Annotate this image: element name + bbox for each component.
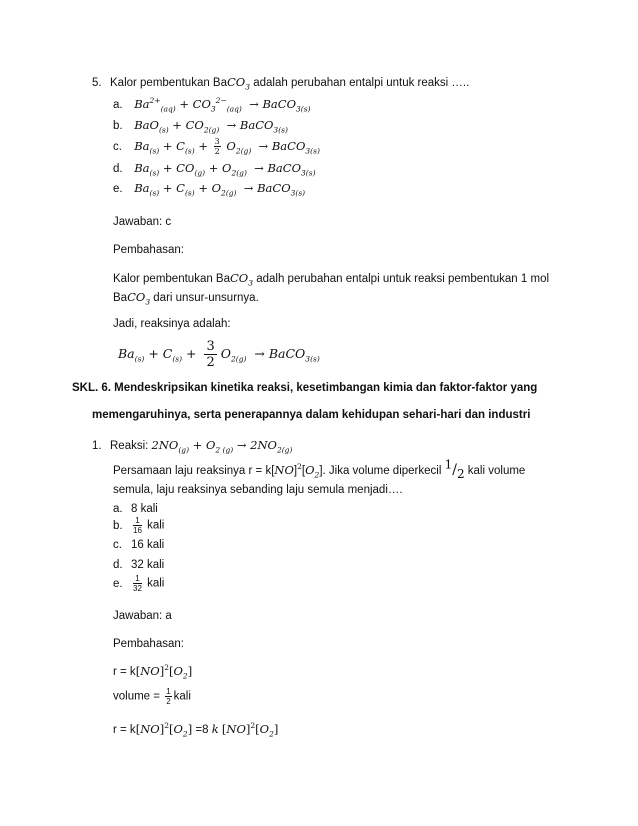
q1-work-line2 — [113, 687, 191, 706]
option-fraction: $\frac{1}{32}$ — [133, 574, 142, 593]
q5-stem-post: adalah perubahan entalpi untuk reaksi ….. — [250, 77, 470, 89]
work-text: kali — [173, 690, 191, 703]
option-equation: $Ba_{(s)} + C_{(s)} + O_{2(g)}$ → BaCO$_{3(s)}$ — [134, 181, 306, 198]
option-equation: $BaO_{(s)} + CO_{2(g)}$ → BaCO$_{3(s)}$ — [134, 118, 288, 135]
skl-heading-line1: SKL. 6. Mendeskripsikan kinetika reaksi, kesetimbangan kimia dan faktor-faktor yang — [72, 382, 538, 394]
explain-text: dari unsur-unsurnya. — [150, 292, 259, 304]
rate-text: Persamaan laju reaksinya r = k[ — [113, 465, 275, 477]
option-label: e. — [113, 183, 123, 195]
option-text: kali — [147, 577, 165, 590]
q5-option-c — [113, 137, 320, 156]
option-equation: $Ba^{2+}_{(aq)} + CO_3^{2-}_{(aq)}$ → BaCO$_{3(s)}$ — [134, 96, 311, 114]
q1-rate-line2: semula, laju reaksinya sebanding laju semula menjadi…. — [113, 484, 403, 496]
work-text: volume = — [113, 690, 164, 703]
option-label: d. — [113, 559, 123, 571]
explain-text: adalh perubahan entalpi untuk reaksi pembentukan 1 mol — [253, 273, 550, 285]
q5-explain-line1 — [113, 271, 550, 288]
work-text: =8 — [192, 724, 212, 736]
option-label: d. — [113, 163, 123, 175]
q5-stem-formula: CO — [227, 75, 246, 89]
q1-option-b — [113, 516, 164, 535]
work-text: r = k — [113, 666, 136, 678]
skl-heading-line2: memengaruhinya, serta penerapannya dalam kehidupan sehari-hari dan industri — [92, 409, 531, 421]
option-fraction: $\frac{1}{16}$ — [133, 516, 142, 535]
q1-rate-line1: Persamaan laju reaksinya $r = k[NO]^2[O_2]$. Jika volume diperkecil $^1/_2$ kali volume — [113, 457, 526, 481]
q1-option-d — [113, 559, 164, 571]
explain-text: Kalor pembentukan Ba — [113, 273, 230, 285]
formula: NO — [274, 463, 294, 477]
half-fraction: $\frac{1}{2}$ — [166, 687, 171, 706]
q1-option-c — [113, 539, 164, 551]
q5-final-equation: $Ba_{(s)} + C_{(s)}$ + $\frac{3}{2} O_{2(g)}$ → BaCO$_{3(s)}$ — [118, 339, 320, 370]
reaction-equation: $2NO_{(g)} + O_{2 (g)} \to 2NO_{2(g)}$ — [151, 438, 293, 455]
option-label: e. — [113, 577, 123, 590]
option-equation: $Ba_{(s)} + CO_{(g)} + O_{2(g)}$ → BaCO$_{3(s)}$ — [134, 161, 316, 178]
formula: $O_2$ — [305, 463, 320, 480]
option-label: b. — [113, 120, 123, 132]
q5-number: 5. — [92, 77, 102, 89]
q1-reaction — [92, 438, 293, 455]
rate-text: ]. Jika volume diperkecil — [319, 465, 445, 477]
option-label: c. — [113, 140, 122, 153]
option-label: a. — [113, 503, 123, 515]
q5-option-b — [113, 118, 288, 135]
half-fraction: $^1/_2$ — [444, 457, 465, 481]
q5-so-text: Jadi, reaksinya adalah: — [113, 318, 231, 330]
q5-explain-line2 — [113, 290, 259, 307]
option-equation: $Ba_{(s)} + C_{(s)}$ + $\frac{3}{2}$ $O_{2(g)}$ → BaCO$_{3(s)}$ — [134, 137, 320, 156]
reaction-label: Reaksi: — [110, 440, 152, 452]
work-text: r = k — [113, 724, 136, 736]
formula: $CO_3$ — [230, 271, 254, 288]
q5-stem-sub: 3 — [245, 82, 251, 92]
q5-stem — [92, 75, 470, 92]
option-label: c. — [113, 539, 122, 551]
explain-text: Ba — [113, 292, 128, 304]
rate-text: kali volume — [464, 465, 526, 477]
option-label: a. — [113, 99, 123, 111]
q5-option-a — [113, 96, 311, 114]
q1-discussion-label: Pembahasan: — [113, 638, 184, 650]
option-text: kali — [147, 519, 165, 532]
q1-answer: Jawaban: a — [113, 610, 172, 622]
q1-option-a — [113, 503, 158, 515]
q5-stem-pre: Kalor pembentukan Ba — [110, 77, 227, 89]
q5-answer: Jawaban: c — [113, 216, 172, 228]
q5-option-d — [113, 161, 316, 178]
q1-option-e — [113, 574, 164, 593]
q1-number: 1. — [92, 440, 102, 452]
option-text: 32 kali — [131, 559, 165, 571]
option-text: 16 kali — [131, 539, 165, 551]
q1-work-line3: $r = k[NO]^2[O_2] =8$ k $[NO]^2[O_2]$ — [113, 721, 279, 739]
option-text: 8 kali — [131, 503, 158, 515]
formula: $CO_3$ — [127, 290, 151, 307]
q5-discussion-label: Pembahasan: — [113, 244, 184, 256]
option-label: b. — [113, 519, 123, 532]
q5-option-e — [113, 181, 306, 198]
q1-work-line1: $r = k[NO]^2[O_2]$ — [113, 663, 193, 681]
